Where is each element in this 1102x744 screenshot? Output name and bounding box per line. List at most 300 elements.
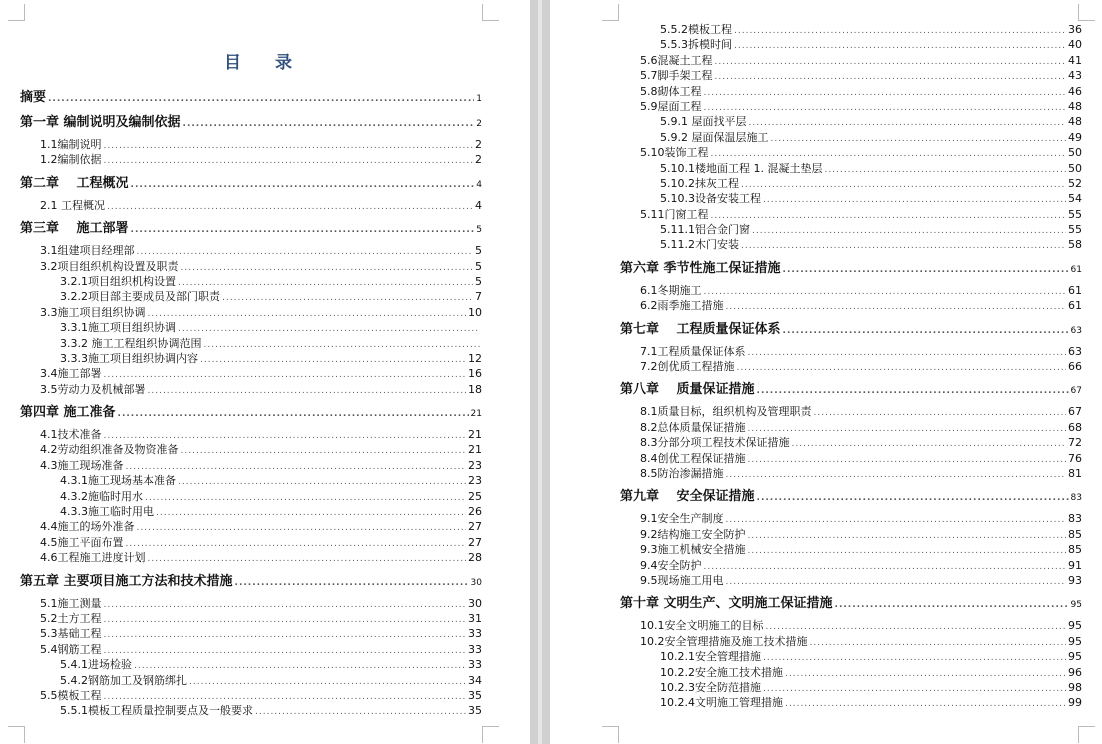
toc-entry-text: 6.2雨季施工措施 [640,299,724,313]
toc-leader-dots [711,147,1067,160]
toc-page-number: 33 [468,627,482,641]
toc-leader-dots [748,544,1067,557]
toc-leader-dots [104,368,467,381]
toc-entry[interactable] [620,435,1082,450]
toc-entry[interactable] [620,511,1082,526]
toc-entry[interactable] [620,680,1082,695]
toc-page-number: 95 [1070,600,1082,611]
toc-leader-dots [785,667,1066,680]
toc-leader-dots [726,468,1067,481]
toc-page-number: 12 [468,351,482,365]
toc-leader-dots [741,178,1066,191]
toc-page-number: 85 [1068,543,1082,557]
toc-list-right [620,22,1082,711]
toc-entry-text: 4.1技术准备 [40,428,102,442]
toc-leader-dots [104,598,467,611]
toc-entry[interactable] [20,596,482,611]
toc-entry-text: 5.3基础工程 [40,627,102,641]
toc-page-number: 83 [1068,512,1082,526]
toc-leader-dots [126,460,467,473]
toc-entry-text: 4.3.1施工现场基本准备 [60,474,176,488]
toc-chapter-entry[interactable] [620,260,1082,278]
toc-entry[interactable] [20,198,482,213]
toc-page-number: 23 [468,458,482,472]
toc-leader-dots [749,116,1067,129]
toc-entry[interactable] [20,289,482,304]
toc-page-number: 4 [476,179,482,190]
toc-entry[interactable] [20,274,482,289]
toc-page-number: 40 [1068,38,1082,52]
toc-page-number: 52 [1068,176,1082,190]
toc-entry-text: 5.10.1楼地面工程 1. 混凝土垫层 [660,161,823,175]
toc-leader-dots [704,86,1067,99]
toc-page-number: 49 [1068,130,1082,144]
toc-entry-text: 第二章 工程概况 [20,175,129,191]
toc-entry-text: 5.9屋面工程 [640,99,702,113]
toc-leader-dots [783,261,1069,278]
toc-entry-text: 第四章 施工准备 [20,405,116,421]
toc-page-number: 50 [1068,146,1082,160]
toc-entry-text: 9.3施工机械安全措施 [640,543,746,557]
toc-page-number: 61 [1068,299,1082,313]
toc-entry-text: 4.5施工平面布置 [40,535,124,549]
toc-entry[interactable] [20,458,482,473]
toc-entry[interactable] [20,366,482,381]
toc-page-number: 68 [1068,420,1082,434]
toc-entry-text: 3.4施工部署 [40,367,102,381]
toc-entry[interactable] [20,259,482,274]
toc-leader-dots [704,560,1067,573]
toc-entry-text: 3.2.1项目组织机构设置 [60,274,176,288]
toc-entry[interactable] [620,130,1082,145]
toc-leader-dots [178,276,473,289]
toc-leader-dots [137,245,474,258]
toc-leader-dots [757,382,1069,399]
toc-page-number: 5 [475,244,482,258]
toc-page-number: 2 [475,153,482,167]
toc-entry-text: 5.9.1 屋面找平层 [660,115,747,129]
toc-page-number: 95 [1068,650,1082,664]
crop-mark [602,4,619,21]
toc-entry-text: 5.7脚手架工程 [640,69,713,83]
toc-entry-text: 10.2.1安全管理措施 [660,650,761,664]
toc-entry-text: 5.8砌体工程 [640,84,702,98]
toc-page-number: 61 [1068,283,1082,297]
toc-leader-dots [178,475,466,488]
toc-entry[interactable] [20,688,482,703]
toc-page-number: 2 [475,138,482,151]
toc-entry[interactable] [20,336,482,351]
toc-entry[interactable] [20,137,482,152]
toc-entry-text: 4.3.3施工临时用电 [60,505,154,519]
toc-entry[interactable] [620,695,1082,710]
toc-entry-text: 5.5.2模板工程 [660,23,732,36]
toc-entry[interactable] [620,451,1082,466]
toc-page-number: 63 [1070,325,1082,336]
toc-entry[interactable] [20,489,482,504]
toc-leader-dots [104,139,474,152]
toc-page-number: 2 [476,119,482,129]
toc-page-number: 41 [1068,53,1082,67]
toc-leader-dots [200,353,466,366]
toc-entry[interactable] [620,618,1082,633]
toc-entry-text: 3.3施工项目组织协调 [40,305,146,319]
toc-entry-text: 第七章 工程质量保证体系 [620,321,781,337]
toc-leader-dots [148,384,467,397]
toc-entry-text: 第六章 季节性施工保证措施 [620,260,781,276]
toc-entry-text: 5.10.2抹灰工程 [660,176,739,190]
toc-entry-text: 3.3.2 施工工程组织协调范围 [60,336,202,350]
toc-leader-dots [137,521,467,534]
toc-leader-dots [134,659,466,672]
toc-leader-dots [126,537,467,550]
toc-page-number: 21 [468,428,482,442]
toc-leader-dots [726,513,1067,526]
toc-page-number: 83 [1070,493,1082,504]
toc-leader-dots [763,193,1066,206]
toc-leader-dots [715,70,1067,83]
toc-entry[interactable] [20,642,482,657]
toc-entry[interactable] [620,84,1082,99]
toc-entry[interactable] [620,68,1082,83]
toc-leader-dots [178,322,480,335]
toc-entry-text: 3.2.2项目部主要成员及部门职责 [60,290,220,304]
toc-entry[interactable] [20,611,482,626]
toc-chapter-entry[interactable] [620,321,1082,339]
toc-leader-dots [741,239,1066,252]
toc-leader-dots [104,613,467,626]
toc-chapter-entry[interactable] [20,220,482,238]
toc-entry-text: 10.2.4文明施工管理措施 [660,696,783,710]
toc-chapter-entry[interactable] [20,573,482,591]
toc-entry-text: 10.1安全文明施工的目标 [640,619,764,633]
toc-leader-dots [763,651,1066,664]
toc-leader-dots [715,55,1067,68]
toc-entry[interactable] [620,527,1082,542]
toc-entry[interactable] [20,305,482,320]
toc-leader-dots [748,346,1067,359]
toc-leader-dots [792,437,1067,450]
toc-page-number: 55 [1068,207,1082,221]
toc-entry-text: 第三章 施工部署 [20,221,129,237]
toc-page-number: 21 [470,409,482,420]
toc-page-number: 99 [1068,696,1082,710]
toc-entry[interactable] [620,649,1082,664]
toc-entry[interactable] [620,237,1082,252]
toc-entry-text: 1.2编制依据 [40,153,102,167]
toc-entry[interactable] [620,176,1082,191]
toc-entry-text: 8.5防治渗漏措施 [640,466,724,480]
toc-entry-text: 3.2项目组织机构设置及职责 [40,259,179,273]
toc-entry-text: 10.2.2安全施工技术措施 [660,665,783,679]
page-gutter [530,0,550,744]
toc-entry-text: 9.2结构施工安全防护 [640,527,746,541]
toc-entry-text: 4.3施工现场准备 [40,458,124,472]
toc-entry[interactable] [620,37,1082,52]
toc-page-number: 95 [1068,619,1082,633]
toc-entry-text: 5.9.2 屋面保温层施工 [660,130,769,144]
toc-entry-text: 10.2安全管理措施及施工技术措施 [640,634,808,648]
toc-leader-dots [104,628,467,641]
toc-page-number: 5 [475,274,482,288]
toc-page-number: 1 [476,94,482,104]
toc-leader-dots [763,682,1066,695]
toc-leader-dots [748,529,1067,542]
toc-leader-dots [181,261,474,274]
toc-entry[interactable] [620,542,1082,557]
toc-chapter-entry[interactable] [620,595,1082,613]
toc-entry[interactable] [20,703,482,718]
toc-entry-text: 4.2劳动组织准备及物资准备 [40,443,179,457]
toc-leader-dots [145,491,466,504]
toc-entry[interactable] [20,382,482,397]
toc-leader-dots [104,429,467,442]
toc-leader-dots [704,285,1067,298]
crop-mark [1078,726,1095,743]
toc-page-number: 66 [1068,360,1082,374]
toc-entry-text: 5.4钢筋工程 [40,642,102,656]
toc-entry-text: 8.3分部分项工程技术保证措施 [640,436,790,450]
toc-entry-text: 第一章 编制说明及编制依据 [20,115,181,130]
toc-entry[interactable] [620,466,1082,481]
toc-entry-text: 5.2土方工程 [40,611,102,625]
toc-entry-text: 第五章 主要项目施工方法和技术措施 [20,573,233,589]
crop-mark [1078,4,1095,21]
crop-mark [602,726,619,743]
toc-page-number: 98 [1068,680,1082,694]
toc-page-number: 31 [468,611,482,625]
toc-entry[interactable] [620,558,1082,573]
toc-entry-text: 4.4施工的场外准备 [40,520,135,534]
toc-page-number: 34 [468,673,482,687]
toc-entry[interactable] [20,351,482,366]
toc-entry[interactable] [20,673,482,688]
toc-page-number: 96 [1068,665,1082,679]
crop-mark [482,726,499,743]
toc-page-number: 55 [1068,223,1082,237]
toc-entry-text: 5.4.2钢筋加工及钢筋绑扎 [60,673,187,687]
toc-page-number: 58 [1068,238,1082,252]
toc-leader-dots [810,636,1067,649]
toc-chapter-entry[interactable] [20,175,482,193]
toc-page-number: 85 [1068,527,1082,541]
toc-page-number: 27 [468,535,482,549]
toc-page-number: 7 [475,290,482,304]
toc-leader-dots [734,24,1066,37]
toc-chapter-entry[interactable] [20,404,482,422]
toc-leader-dots [726,300,1067,313]
toc-entry[interactable] [620,283,1082,298]
toc-page-number: 63 [1068,344,1082,358]
toc-page-number: 10 [468,305,482,319]
toc-entry[interactable] [620,420,1082,435]
toc-leader-dots [104,690,467,703]
toc-entry[interactable] [620,53,1082,68]
toc-entry-text: 摘要 [20,90,47,105]
toc-entry[interactable] [620,634,1082,649]
toc-entry-text: 第八章 质量保证措施 [620,382,755,398]
toc-entry-text: 5.4.1进场检验 [60,658,132,672]
toc-chapter-entry[interactable] [20,114,482,132]
toc-entry[interactable] [20,427,482,442]
toc-leader-dots [757,489,1069,506]
toc-page-number: 72 [1068,436,1082,450]
toc-page-number: 30 [470,577,482,588]
toc-entry[interactable] [20,657,482,672]
toc-entry-text: 8.2总体质量保证措施 [640,420,746,434]
toc-chapter-entry[interactable] [620,381,1082,399]
toc-entry-text: 5.6混凝土工程 [640,53,713,67]
toc-page-number: 48 [1068,99,1082,113]
toc-entry[interactable] [620,573,1082,588]
toc-leader-dots [814,406,1067,419]
toc-page-number: 81 [1068,466,1082,480]
toc-entry-text: 5.10装饰工程 [640,146,709,160]
toc-page-number: 18 [468,382,482,396]
toc-leader-dots [235,574,469,591]
toc-page-number: 61 [1070,264,1082,275]
toc-page-number: 54 [1068,192,1082,206]
toc-page-number: 46 [1068,84,1082,98]
toc-leader-dots [222,291,473,304]
toc-leader-dots [107,200,473,213]
toc-page-number: 26 [468,505,482,519]
toc-entry[interactable] [20,473,482,488]
crop-mark [8,4,25,21]
toc-entry-text: 7.1工程质量保证体系 [640,344,746,358]
toc-leader-dots [148,552,467,565]
toc-entry[interactable] [620,404,1082,419]
toc-page-number: 23 [468,474,482,488]
toc-entry-text: 第九章 安全保证措施 [620,489,755,505]
toc-page-number: 4 [475,198,482,212]
toc-entry[interactable] [20,535,482,550]
toc-leader-dots [771,132,1067,145]
toc-leader-dots [131,176,475,193]
toc-entry[interactable] [20,504,482,519]
toc-entry-text: 3.3.3施工项目组织协调内容 [60,351,198,365]
toc-page-number: 91 [1068,558,1082,572]
toc-entry[interactable] [20,626,482,641]
toc-page-number: 48 [1068,115,1082,129]
crop-mark [8,726,25,743]
toc-entry-text: 3.1组建项目经理部 [40,244,135,258]
toc-entry[interactable] [620,359,1082,374]
toc-leader-dots [704,101,1067,114]
toc-entry[interactable] [20,152,482,167]
toc-page-number: 33 [468,658,482,672]
toc-entry[interactable] [20,442,482,457]
toc-entry-text: 9.5现场施工用电 [640,573,724,587]
toc-leader-dots [148,307,467,320]
toc-leader-dots [824,163,1066,176]
toc-chapter-entry[interactable] [620,488,1082,506]
toc-page-number: 50 [1068,161,1082,175]
toc-leader-dots [711,209,1067,222]
toc-page-number: 36 [1068,23,1082,36]
toc-entry-text: 9.1安全生产制度 [640,512,724,526]
toc-page-number: 21 [468,443,482,457]
toc-page-number: 76 [1068,451,1082,465]
toc-leader-dots [766,620,1067,633]
toc-page-number: 5 [475,259,482,273]
toc-entry-text: 5.10.3设备安装工程 [660,192,761,206]
toc-page-number: 5 [476,225,482,236]
toc-leader-dots [156,506,466,519]
toc-page-number: 67 [1070,386,1082,397]
toc-leader-dots [785,697,1066,710]
toc-chapter-entry[interactable] [20,89,482,107]
toc-leader-dots [835,596,1069,613]
toc-entry-text: 3.3.1施工项目组织协调 [60,321,176,335]
toc-entry[interactable] [620,665,1082,680]
toc-leader-dots [748,422,1067,435]
toc-entry-text: 第十章 文明生产、文明施工保证措施 [620,596,833,612]
toc-entry[interactable] [620,114,1082,129]
toc-title: 目 录 [224,53,306,73]
toc-entry[interactable] [20,550,482,565]
toc-leader-dots [204,338,481,351]
crop-mark [482,4,499,21]
toc-page-number: 35 [468,688,482,702]
toc-page-number: 67 [1068,405,1082,419]
toc-entry[interactable] [620,207,1082,222]
toc-leader-dots [104,644,467,657]
toc-page-number: 25 [468,489,482,503]
toc-leader-dots [734,39,1066,52]
toc-leader-dots [183,115,475,132]
toc-entry-text: 5.1施工测量 [40,596,102,610]
toc-page-number: 27 [468,520,482,534]
toc-entry[interactable] [620,22,1082,37]
toc-leader-dots [748,453,1067,466]
toc-page-number: 95 [1068,634,1082,648]
toc-entry-text: 1.1编制说明 [40,138,102,151]
toc-entry-text: 8.1质量目标，组织机构及管理职责 [640,405,812,419]
toc-leader-dots [783,322,1069,339]
toc-entry-text: 5.11.2木门安装 [660,238,739,252]
toc-leader-dots [737,361,1067,374]
toc-entry-text: 5.5.1模板工程质量控制要点及一般要求 [60,704,253,718]
toc-entry-text: 7.2创优质工程措施 [640,360,735,374]
toc-entry[interactable] [620,161,1082,176]
toc-entry-text: 3.5劳动力及机械部署 [40,382,146,396]
toc-entry-text: 8.4创优工程保证措施 [640,451,746,465]
toc-entry[interactable] [620,191,1082,206]
toc-entry[interactable] [20,243,482,258]
toc-entry[interactable] [620,344,1082,359]
toc-page-number: 30 [468,596,482,610]
toc-entry[interactable] [620,145,1082,160]
toc-entry-text: 10.2.3安全防范措施 [660,680,761,694]
toc-entry[interactable] [620,222,1082,237]
toc-entry-text: 4.6工程施工进度计划 [40,551,146,565]
toc-entry[interactable] [620,99,1082,114]
toc-entry-text: 4.3.2施临时用水 [60,489,143,503]
toc-leader-dots [255,705,466,718]
toc-page-number: 35 [468,704,482,718]
toc-entry-text: 2.1 工程概况 [40,198,105,212]
toc-entry[interactable] [20,519,482,534]
toc-leader-dots [48,90,474,107]
toc-entry-text: 5.5.3拆模时间 [660,38,732,52]
toc-entry-text: 6.1冬期施工 [640,283,702,297]
toc-page-number: 43 [1068,69,1082,83]
toc-entry[interactable] [620,298,1082,313]
toc-leader-dots [104,154,474,167]
toc-entry[interactable] [20,320,482,335]
toc-leader-dots [131,221,475,238]
